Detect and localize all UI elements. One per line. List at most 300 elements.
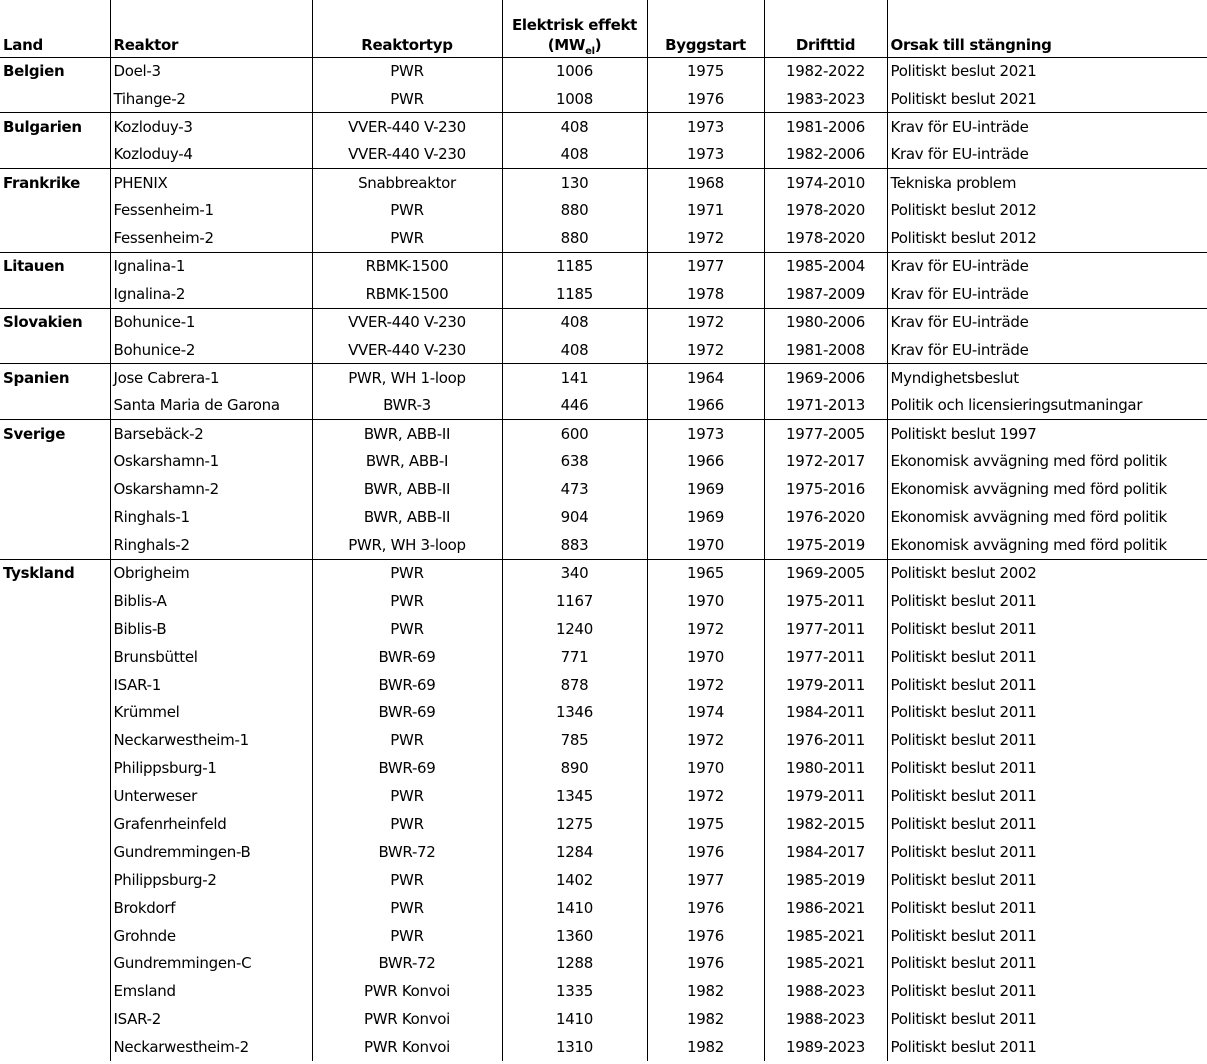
- cell-byggstart: 1970: [647, 754, 764, 782]
- cell-land: [0, 838, 110, 866]
- cell-reaktortyp: RBMK-1500: [312, 252, 502, 280]
- cell-byggstart: 1977: [647, 252, 764, 280]
- cell-effekt: 1284: [502, 838, 647, 866]
- cell-orsak: Politiskt beslut 2021: [887, 57, 1207, 85]
- cell-drifttid: 1982-2006: [764, 141, 887, 169]
- table-row: [0, 950, 1207, 978]
- cell-reaktortyp: BWR, ABB-II: [312, 420, 502, 448]
- cell-reaktortyp: PWR: [312, 196, 502, 224]
- cell-effekt: 446: [502, 392, 647, 420]
- cell-drifttid: 1982-2022: [764, 57, 887, 85]
- cell-reaktor: Grohnde: [110, 922, 312, 950]
- cell-reaktor: PHENIX: [110, 169, 312, 197]
- cell-land: [0, 810, 110, 838]
- cell-reaktor: Ringhals-1: [110, 503, 312, 531]
- cell-drifttid: 1978-2020: [764, 196, 887, 224]
- cell-drifttid: 1975-2019: [764, 531, 887, 559]
- cell-effekt: 890: [502, 754, 647, 782]
- cell-reaktor: Jose Cabrera-1: [110, 364, 312, 392]
- cell-effekt: 408: [502, 141, 647, 169]
- header-row: [0, 0, 1207, 57]
- cell-reaktortyp: BWR-69: [312, 671, 502, 699]
- cell-reaktortyp: PWR: [312, 866, 502, 894]
- table-row: [0, 838, 1207, 866]
- cell-orsak: Politiskt beslut 2011: [887, 977, 1207, 1005]
- cell-effekt: 1345: [502, 782, 647, 810]
- cell-byggstart: 1969: [647, 503, 764, 531]
- cell-effekt: 141: [502, 364, 647, 392]
- cell-drifttid: 1984-2017: [764, 838, 887, 866]
- header-byggstart: Byggstart: [647, 0, 764, 57]
- cell-effekt: 878: [502, 671, 647, 699]
- cell-byggstart: 1970: [647, 531, 764, 559]
- cell-orsak: Ekonomisk avvägning med förd politik: [887, 503, 1207, 531]
- cell-orsak: Krav för EU-inträde: [887, 252, 1207, 280]
- cell-orsak: Ekonomisk avvägning med förd politik: [887, 531, 1207, 559]
- header-reaktor: Reaktor: [110, 0, 312, 57]
- cell-reaktor: Santa Maria de Garona: [110, 392, 312, 420]
- cell-land: [0, 224, 110, 252]
- cell-effekt: 880: [502, 196, 647, 224]
- cell-orsak: Politiskt beslut 2011: [887, 1033, 1207, 1061]
- table-row: [0, 503, 1207, 531]
- cell-land: [0, 587, 110, 615]
- cell-land: [0, 392, 110, 420]
- cell-land: [0, 280, 110, 308]
- cell-orsak: Politiskt beslut 1997: [887, 420, 1207, 448]
- cell-reaktor: Ignalina-1: [110, 252, 312, 280]
- cell-land: Bulgarien: [0, 113, 110, 141]
- cell-land: [0, 643, 110, 671]
- cell-drifttid: 1971-2013: [764, 392, 887, 420]
- cell-orsak: Krav för EU-inträde: [887, 141, 1207, 169]
- cell-effekt: 473: [502, 475, 647, 503]
- cell-land: [0, 141, 110, 169]
- cell-reaktortyp: BWR-3: [312, 392, 502, 420]
- cell-land: Frankrike: [0, 169, 110, 197]
- cell-reaktor: Gundremmingen-B: [110, 838, 312, 866]
- cell-byggstart: 1972: [647, 671, 764, 699]
- cell-orsak: Politiskt beslut 2011: [887, 698, 1207, 726]
- cell-reaktortyp: VVER-440 V-230: [312, 336, 502, 364]
- table-row: [0, 698, 1207, 726]
- cell-byggstart: 1982: [647, 977, 764, 1005]
- cell-land: [0, 866, 110, 894]
- cell-byggstart: 1976: [647, 85, 764, 113]
- cell-orsak: Myndighetsbeslut: [887, 364, 1207, 392]
- cell-reaktor: Ignalina-2: [110, 280, 312, 308]
- cell-orsak: Ekonomisk avvägning med förd politik: [887, 447, 1207, 475]
- cell-reaktortyp: BWR, ABB-I: [312, 447, 502, 475]
- cell-drifttid: 1981-2006: [764, 113, 887, 141]
- cell-effekt: 130: [502, 169, 647, 197]
- cell-effekt: 1185: [502, 252, 647, 280]
- cell-land: [0, 726, 110, 754]
- cell-effekt: 1410: [502, 894, 647, 922]
- table-row: [0, 977, 1207, 1005]
- header-effekt-unit-sub: el: [585, 45, 595, 57]
- cell-byggstart: 1972: [647, 224, 764, 252]
- cell-reaktor: Tihange-2: [110, 85, 312, 113]
- cell-effekt: 1240: [502, 615, 647, 643]
- cell-land: Belgien: [3, 62, 65, 81]
- cell-reaktor: Barsebäck-2: [110, 420, 312, 448]
- table-row: [0, 531, 1207, 559]
- cell-reaktor: ISAR-2: [110, 1005, 312, 1033]
- cell-drifttid: 1977-2011: [764, 643, 887, 671]
- cell-reaktor: Philippsburg-1: [110, 754, 312, 782]
- cell-reaktortyp: BWR, ABB-II: [312, 503, 502, 531]
- cell-byggstart: 1975: [647, 57, 764, 85]
- table-row: [0, 559, 1207, 587]
- cell-drifttid: 1985-2019: [764, 866, 887, 894]
- table-row: [0, 57, 1207, 85]
- table-row: [0, 141, 1207, 169]
- cell-land: [0, 1033, 110, 1061]
- cell-orsak: Krav för EU-inträde: [887, 308, 1207, 336]
- table-row: [0, 587, 1207, 615]
- cell-reaktor: Neckarwestheim-2: [110, 1033, 312, 1061]
- cell-reaktortyp: PWR Konvoi: [312, 1033, 502, 1061]
- cell-effekt: 904: [502, 503, 647, 531]
- header-land: Land: [0, 0, 110, 57]
- cell-land: Sverige: [0, 420, 110, 448]
- cell-drifttid: 1972-2017: [764, 447, 887, 475]
- header-reaktortyp: Reaktortyp: [312, 0, 502, 57]
- cell-reaktortyp: BWR, ABB-II: [312, 475, 502, 503]
- cell-effekt: 638: [502, 447, 647, 475]
- cell-effekt: 883: [502, 531, 647, 559]
- cell-orsak: Politiskt beslut 2011: [887, 922, 1207, 950]
- cell-byggstart: 1971: [647, 196, 764, 224]
- cell-byggstart: 1964: [647, 364, 764, 392]
- cell-drifttid: 1977-2011: [764, 615, 887, 643]
- cell-reaktortyp: PWR Konvoi: [312, 977, 502, 1005]
- cell-orsak: Tekniska problem: [887, 169, 1207, 197]
- cell-byggstart: 1976: [647, 838, 764, 866]
- cell-land: [0, 475, 110, 503]
- cell-byggstart: 1973: [647, 420, 764, 448]
- table-row: [0, 420, 1207, 448]
- cell-orsak: Politiskt beslut 2011: [887, 726, 1207, 754]
- cell-byggstart: 1977: [647, 866, 764, 894]
- cell-orsak: Krav för EU-inträde: [887, 113, 1207, 141]
- cell-reaktortyp: BWR-69: [312, 643, 502, 671]
- cell-orsak: Politiskt beslut 2011: [887, 1005, 1207, 1033]
- table-row: [0, 85, 1207, 113]
- cell-drifttid: 1980-2011: [764, 754, 887, 782]
- cell-drifttid: 1975-2011: [764, 587, 887, 615]
- cell-land: [0, 336, 110, 364]
- cell-land: [0, 698, 110, 726]
- cell-orsak: Politiskt beslut 2012: [887, 224, 1207, 252]
- cell-reaktortyp: VVER-440 V-230: [312, 113, 502, 141]
- header-orsak: Orsak till stängning: [887, 0, 1207, 57]
- cell-land: Spanien: [0, 364, 110, 392]
- cell-land: [0, 950, 110, 978]
- cell-orsak: Politiskt beslut 2011: [887, 671, 1207, 699]
- cell-reaktor: Brokdorf: [110, 894, 312, 922]
- cell-orsak: Politiskt beslut 2011: [887, 587, 1207, 615]
- cell-land: Litauen: [0, 252, 110, 280]
- cell-drifttid: 1976-2011: [764, 726, 887, 754]
- cell-reaktortyp: PWR: [312, 894, 502, 922]
- table-row: [0, 866, 1207, 894]
- cell-orsak: Politiskt beslut 2011: [887, 615, 1207, 643]
- cell-drifttid: 1988-2023: [764, 1005, 887, 1033]
- table-row: [0, 308, 1207, 336]
- cell-reaktor: Kozloduy-4: [110, 141, 312, 169]
- cell-reaktor: Unterweser: [110, 782, 312, 810]
- table-row: [0, 196, 1207, 224]
- cell-reaktortyp: PWR: [312, 587, 502, 615]
- table-row: [0, 224, 1207, 252]
- table-row: [0, 754, 1207, 782]
- cell-effekt: 1360: [502, 922, 647, 950]
- header-effekt-line1: Elektrisk effekt: [511, 15, 638, 34]
- cell-reaktortyp: PWR: [312, 810, 502, 838]
- cell-reaktor: Emsland: [110, 977, 312, 1005]
- cell-drifttid: 1979-2011: [764, 671, 887, 699]
- header-drifttid: Drifttid: [764, 0, 887, 57]
- cell-land: [0, 671, 110, 699]
- cell-drifttid: 1976-2020: [764, 503, 887, 531]
- cell-byggstart: 1966: [647, 447, 764, 475]
- cell-effekt: 1310: [502, 1033, 647, 1061]
- cell-orsak: Politiskt beslut 2011: [887, 810, 1207, 838]
- cell-orsak: Politiskt beslut 2011: [887, 782, 1207, 810]
- cell-orsak: Politik och licensieringsutmaningar: [887, 392, 1207, 420]
- header-effekt-unit-open: (MW: [547, 35, 586, 54]
- cell-reaktortyp: PWR: [312, 85, 502, 113]
- cell-land: [0, 447, 110, 475]
- table-row: [0, 922, 1207, 950]
- cell-effekt: 1335: [502, 977, 647, 1005]
- cell-orsak: Politiskt beslut 2012: [887, 196, 1207, 224]
- cell-drifttid: 1983-2023: [764, 85, 887, 113]
- cell-byggstart: 1969: [647, 475, 764, 503]
- cell-drifttid: 1984-2011: [764, 698, 887, 726]
- cell-effekt: 408: [502, 113, 647, 141]
- cell-orsak: Politiskt beslut 2021: [887, 85, 1207, 113]
- cell-reaktor: Fessenheim-2: [110, 224, 312, 252]
- cell-reaktor: Bohunice-2: [110, 336, 312, 364]
- cell-byggstart: 1974: [647, 698, 764, 726]
- cell-drifttid: 1981-2008: [764, 336, 887, 364]
- cell-orsak: Politiskt beslut 2002: [887, 559, 1207, 587]
- cell-orsak: Politiskt beslut 2011: [887, 838, 1207, 866]
- cell-reaktortyp: Snabbreaktor: [312, 169, 502, 197]
- cell-reaktortyp: VVER-440 V-230: [312, 308, 502, 336]
- cell-byggstart: 1976: [647, 950, 764, 978]
- cell-byggstart: 1965: [647, 559, 764, 587]
- cell-drifttid: 1985-2021: [764, 922, 887, 950]
- cell-orsak: Politiskt beslut 2011: [887, 950, 1207, 978]
- table-row: [0, 810, 1207, 838]
- table-header: [0, 0, 1207, 57]
- cell-reaktortyp: BWR-69: [312, 698, 502, 726]
- cell-reaktor: Gundremmingen-C: [110, 950, 312, 978]
- cell-effekt: 340: [502, 559, 647, 587]
- cell-drifttid: 1988-2023: [764, 977, 887, 1005]
- table-row: [0, 280, 1207, 308]
- cell-byggstart: 1970: [647, 587, 764, 615]
- cell-reaktor: Grafenrheinfeld: [110, 810, 312, 838]
- cell-orsak: Ekonomisk avvägning med förd politik: [887, 475, 1207, 503]
- cell-land: [0, 922, 110, 950]
- cell-land: [0, 1005, 110, 1033]
- cell-reaktortyp: BWR-72: [312, 950, 502, 978]
- table-row: [0, 169, 1207, 197]
- cell-effekt: 771: [502, 643, 647, 671]
- cell-land: [0, 531, 110, 559]
- cell-byggstart: 1976: [647, 922, 764, 950]
- table-body: [0, 57, 1207, 1061]
- cell-byggstart: 1982: [647, 1033, 764, 1061]
- cell-reaktortyp: PWR: [312, 922, 502, 950]
- cell-orsak: Politiskt beslut 2011: [887, 866, 1207, 894]
- cell-land: [0, 894, 110, 922]
- cell-reaktor: Biblis-A: [110, 587, 312, 615]
- table-row: [0, 643, 1207, 671]
- table-row: [0, 782, 1207, 810]
- table-row: [0, 336, 1207, 364]
- cell-drifttid: 1982-2015: [764, 810, 887, 838]
- cell-effekt: 408: [502, 308, 647, 336]
- cell-drifttid: 1974-2010: [764, 169, 887, 197]
- cell-drifttid: 1985-2021: [764, 950, 887, 978]
- table-row: [0, 1005, 1207, 1033]
- cell-reaktor: Biblis-B: [110, 615, 312, 643]
- cell-byggstart: 1968: [647, 169, 764, 197]
- cell-orsak: Krav för EU-inträde: [887, 280, 1207, 308]
- cell-reaktor: Philippsburg-2: [110, 866, 312, 894]
- table-row: [0, 726, 1207, 754]
- cell-drifttid: 1987-2009: [764, 280, 887, 308]
- cell-orsak: Krav för EU-inträde: [887, 336, 1207, 364]
- cell-drifttid: 1969-2006: [764, 364, 887, 392]
- cell-reaktor: Bohunice-1: [110, 308, 312, 336]
- header-effekt-unit-close: ): [594, 35, 602, 54]
- cell-reaktortyp: BWR-69: [312, 754, 502, 782]
- cell-byggstart: 1978: [647, 280, 764, 308]
- cell-effekt: 785: [502, 726, 647, 754]
- cell-effekt: 1185: [502, 280, 647, 308]
- cell-reaktor: Oskarshamn-1: [110, 447, 312, 475]
- cell-land: [0, 977, 110, 1005]
- cell-effekt: 408: [502, 336, 647, 364]
- cell-land: Tyskland: [0, 559, 110, 587]
- table-row: [0, 392, 1207, 420]
- cell-effekt: 1410: [502, 1005, 647, 1033]
- cell-drifttid: 1985-2004: [764, 252, 887, 280]
- cell-byggstart: 1966: [647, 392, 764, 420]
- cell-reaktor: Fessenheim-1: [110, 196, 312, 224]
- cell-reaktortyp: PWR: [312, 782, 502, 810]
- cell-drifttid: 1975-2016: [764, 475, 887, 503]
- cell-drifttid: 1969-2005: [764, 559, 887, 587]
- cell-drifttid: 1986-2021: [764, 894, 887, 922]
- cell-land: [0, 754, 110, 782]
- cell-effekt: 1275: [502, 810, 647, 838]
- cell-land: [0, 196, 110, 224]
- cell-reaktortyp: PWR: [312, 615, 502, 643]
- cell-land: [0, 503, 110, 531]
- cell-land: [0, 782, 110, 810]
- cell-orsak: Politiskt beslut 2011: [887, 894, 1207, 922]
- header-effekt-unit: [506, 35, 644, 55]
- table-row: [0, 447, 1207, 475]
- cell-drifttid: 1989-2023: [764, 1033, 887, 1061]
- cell-effekt: 1288: [502, 950, 647, 978]
- table-row: [0, 1033, 1207, 1061]
- cell-reaktor: Oskarshamn-2: [110, 475, 312, 503]
- cell-reaktor: Doel-3: [110, 57, 312, 85]
- cell-drifttid: 1977-2005: [764, 420, 887, 448]
- cell-reaktortyp: VVER-440 V-230: [312, 141, 502, 169]
- cell-reaktortyp: PWR: [312, 57, 502, 85]
- cell-effekt: 1006: [502, 57, 647, 85]
- cell-reaktor: Kozloduy-3: [110, 113, 312, 141]
- cell-effekt: 1402: [502, 866, 647, 894]
- cell-reaktor: Brunsbüttel: [110, 643, 312, 671]
- cell-land: [0, 615, 110, 643]
- table-row: [0, 475, 1207, 503]
- cell-reaktortyp: RBMK-1500: [312, 280, 502, 308]
- cell-effekt: 1008: [502, 85, 647, 113]
- cell-drifttid: 1978-2020: [764, 224, 887, 252]
- cell-reaktortyp: PWR: [312, 559, 502, 587]
- cell-byggstart: 1970: [647, 643, 764, 671]
- cell-reaktor: ISAR-1: [110, 671, 312, 699]
- cell-reaktortyp: PWR: [312, 224, 502, 252]
- cell-reaktortyp: PWR Konvoi: [312, 1005, 502, 1033]
- header-effekt: [502, 0, 647, 57]
- cell-reaktortyp: PWR: [312, 726, 502, 754]
- table-row: [0, 113, 1207, 141]
- cell-reaktor: Krümmel: [110, 698, 312, 726]
- table-row: [0, 615, 1207, 643]
- cell-byggstart: 1972: [647, 308, 764, 336]
- cell-byggstart: 1972: [647, 726, 764, 754]
- cell-reaktortyp: PWR, WH 1-loop: [312, 364, 502, 392]
- table-row: [0, 364, 1207, 392]
- table-row: [0, 671, 1207, 699]
- cell-reaktortyp: PWR, WH 3-loop: [312, 531, 502, 559]
- cell-drifttid: 1979-2011: [764, 782, 887, 810]
- cell-reaktor: Neckarwestheim-1: [110, 726, 312, 754]
- cell-orsak: Politiskt beslut 2011: [887, 754, 1207, 782]
- cell-effekt: 1167: [502, 587, 647, 615]
- cell-byggstart: 1982: [647, 1005, 764, 1033]
- cell-effekt: 880: [502, 224, 647, 252]
- cell-effekt: 600: [502, 420, 647, 448]
- cell-byggstart: 1972: [647, 615, 764, 643]
- cell-byggstart: 1973: [647, 141, 764, 169]
- cell-byggstart: 1976: [647, 894, 764, 922]
- cell-byggstart: 1975: [647, 810, 764, 838]
- cell-land: Slovakien: [0, 308, 110, 336]
- table-row: [0, 894, 1207, 922]
- cell-byggstart: 1972: [647, 782, 764, 810]
- cell-byggstart: 1972: [647, 336, 764, 364]
- table-row: [0, 252, 1207, 280]
- cell-drifttid: 1980-2006: [764, 308, 887, 336]
- cell-reaktortyp: BWR-72: [312, 838, 502, 866]
- cell-land: [0, 85, 110, 113]
- cell-reaktor: Ringhals-2: [110, 531, 312, 559]
- cell-effekt: 1346: [502, 698, 647, 726]
